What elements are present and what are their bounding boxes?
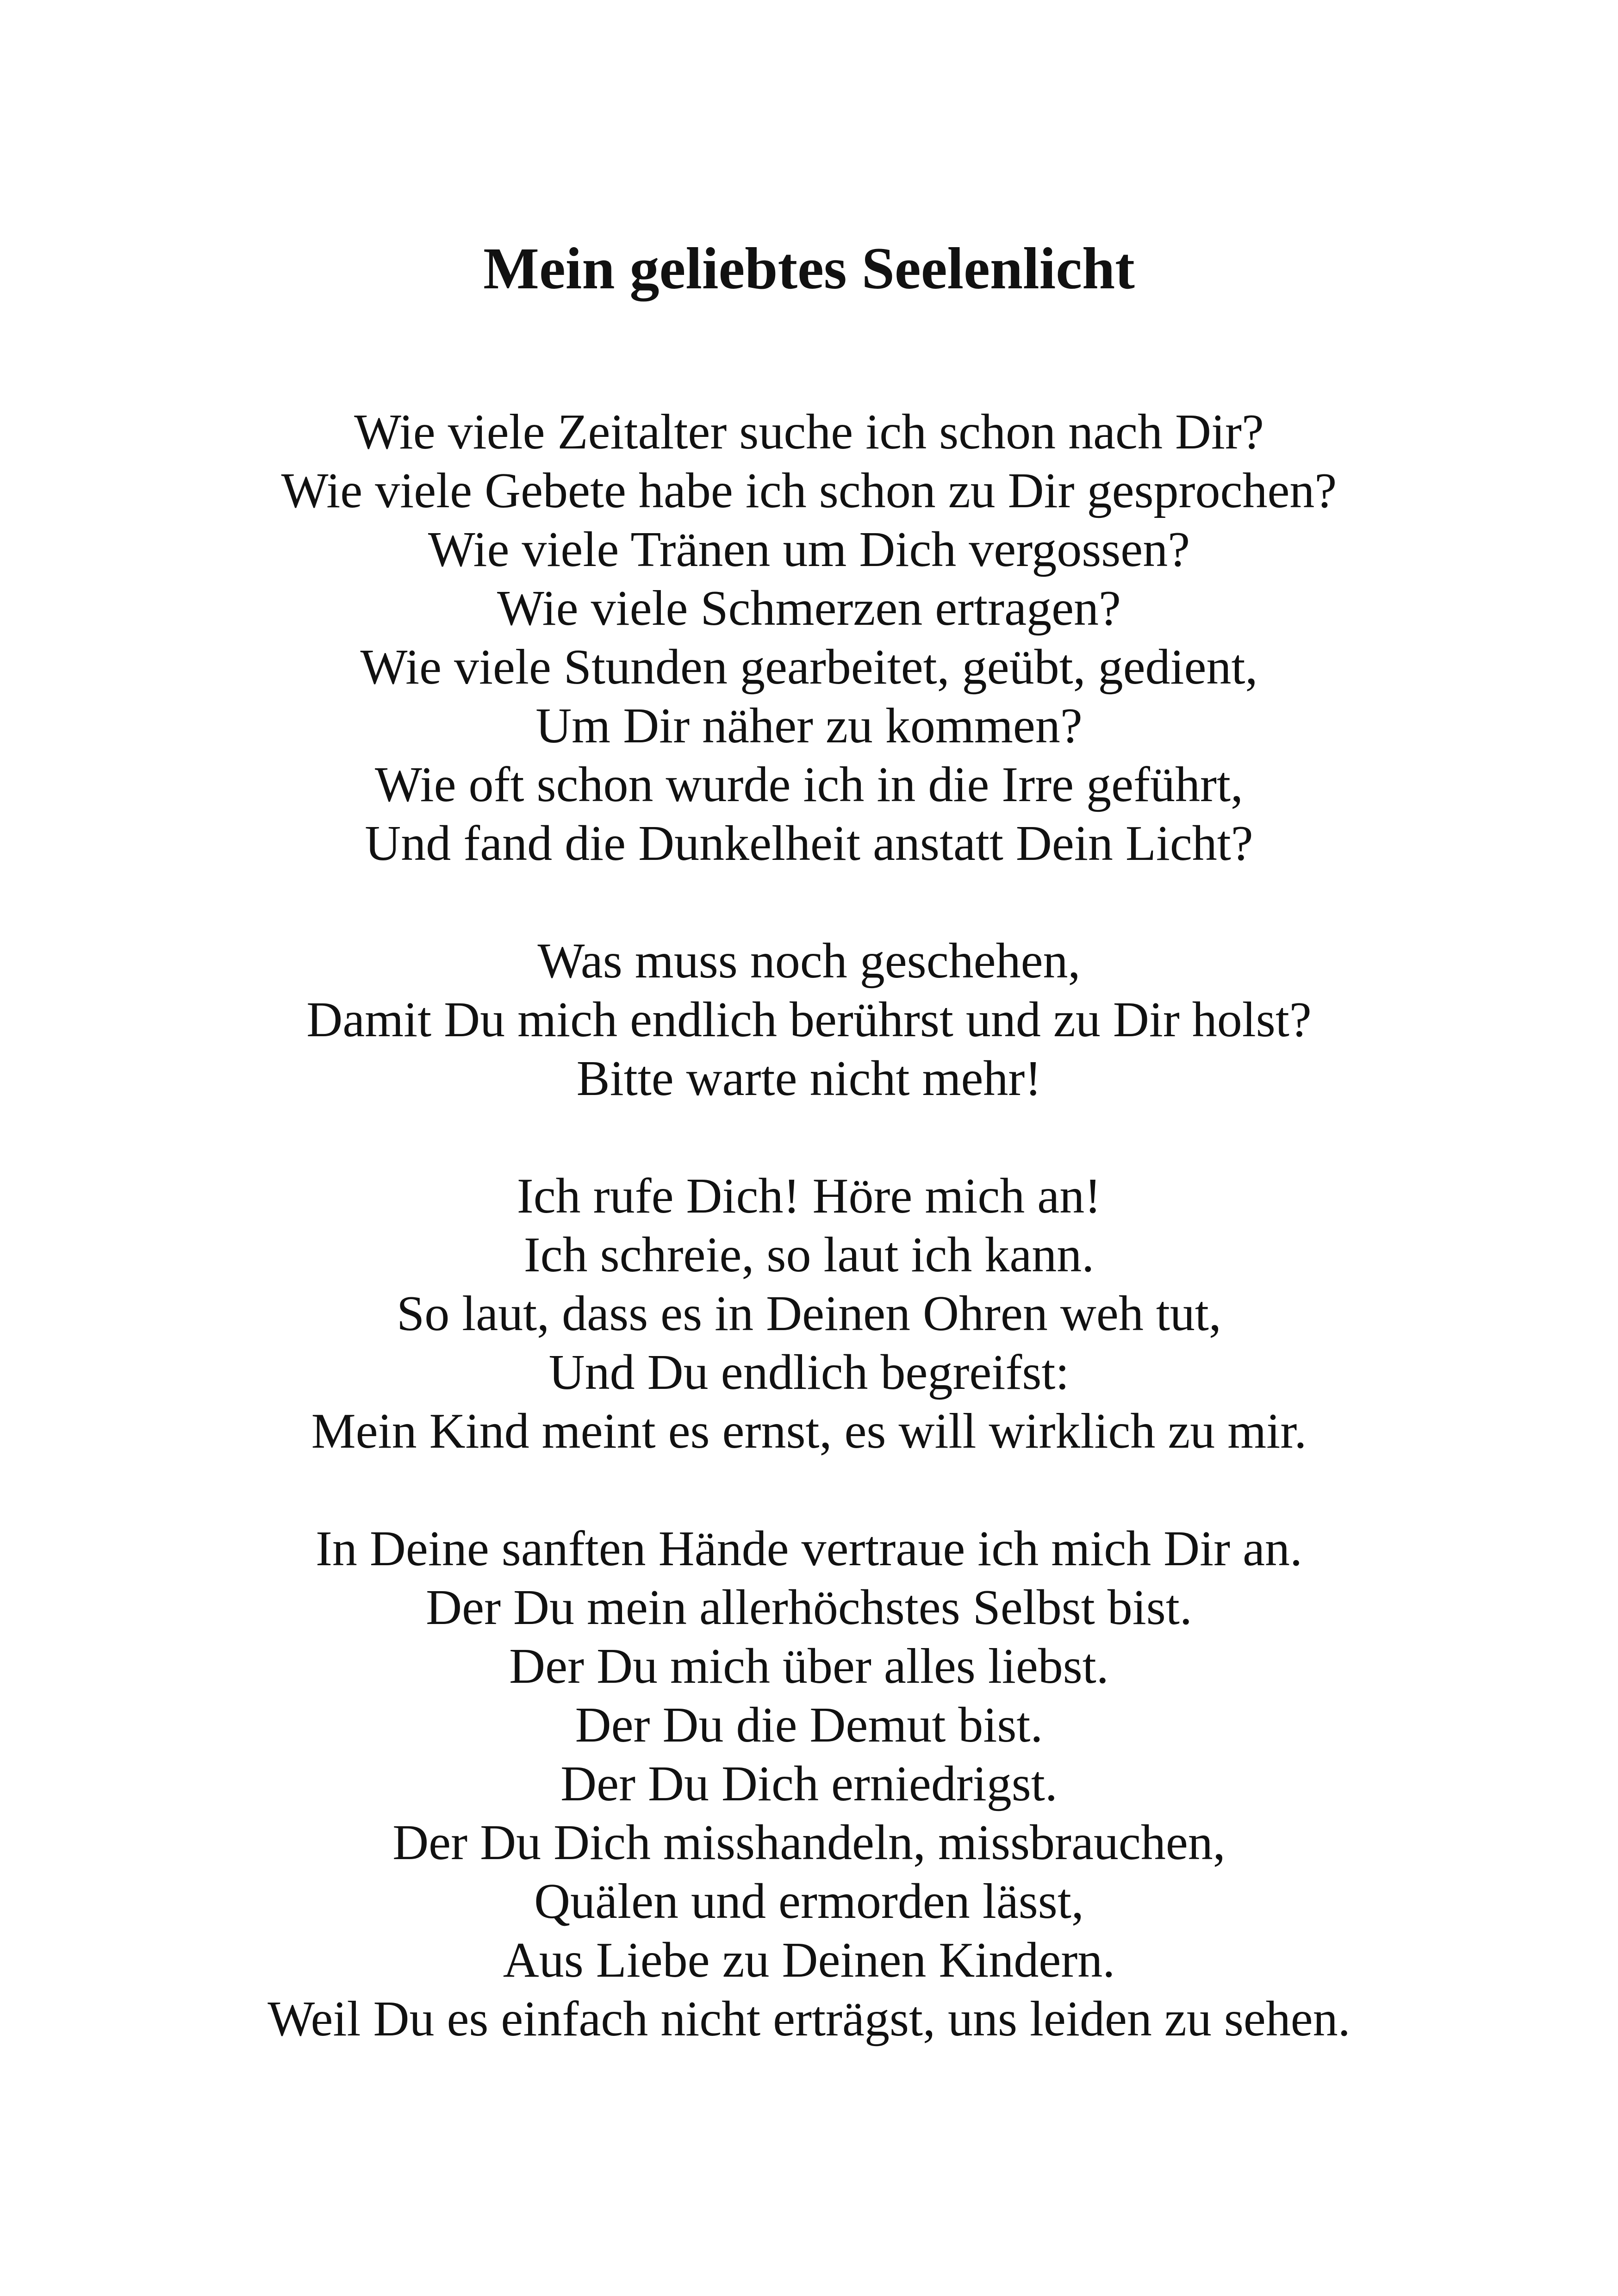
- stanza-3: [0, 1167, 1618, 1461]
- poem-line: Der Du die Demut bist.: [575, 1698, 1043, 1753]
- poem-line: Um Dir näher zu kommen?: [535, 698, 1083, 753]
- poem-line: Der Du mich über alles liebst.: [509, 1639, 1109, 1694]
- stanza-2: [0, 932, 1618, 1108]
- poem-line: Was muss noch geschehen,: [537, 933, 1081, 989]
- poem-line: Wie viele Gebete habe ich schon zu Dir gesprochen?: [281, 463, 1337, 518]
- poem-line: Wie viele Schmerzen ertragen?: [497, 581, 1121, 636]
- poem-line: Aus Liebe zu Deinen Kindern.: [503, 1933, 1115, 1988]
- poem-line: Ich schreie, so laut ich kann.: [523, 1227, 1095, 1282]
- poem-line: In Deine sanften Hände vertraue ich mich Dir an.: [315, 1521, 1303, 1576]
- stanza-4: [0, 1519, 1618, 2048]
- poem-line: Und fand die Dunkelheit anstatt Dein Licht?: [365, 816, 1253, 871]
- poem-line: Wie viele Stunden gearbeitet, geübt, gedient,: [360, 640, 1258, 695]
- poem-line: Weil Du es einfach nicht erträgst, uns leiden zu sehen.: [268, 1991, 1350, 2047]
- poem-line: Wie viele Zeitalter suche ich schon nach Dir?: [354, 404, 1264, 460]
- poem-line: Ich rufe Dich! Höre mich an!: [517, 1169, 1101, 1224]
- poem-title: Mein geliebtes Seelenlicht: [483, 236, 1135, 301]
- poem-line: Der Du Dich misshandeln, missbrauchen,: [392, 1815, 1226, 1870]
- stanza-1: [0, 403, 1618, 873]
- poem-body: [0, 403, 1618, 2048]
- poem-line: So laut, dass es in Deinen Ohren weh tut,: [397, 1286, 1221, 1341]
- poem-line: Mein Kind meint es ernst, es will wirklich zu mir.: [311, 1404, 1307, 1459]
- poem-line: Damit Du mich endlich berührst und zu Dir holst?: [306, 992, 1312, 1047]
- poem-line: Bitte warte nicht mehr!: [576, 1051, 1042, 1106]
- poem-line: Der Du mein allerhöchstes Selbst bist.: [426, 1580, 1192, 1635]
- poem-line: Der Du Dich erniedrigst.: [560, 1756, 1058, 1811]
- poem-line: Wie viele Tränen um Dich vergossen?: [428, 522, 1190, 577]
- poem-line: Und Du endlich begreifst:: [548, 1345, 1070, 1400]
- poem-line: Quälen und ermorden lässt,: [534, 1874, 1084, 1929]
- poem-line: Wie oft schon wurde ich in die Irre geführt,: [375, 757, 1243, 812]
